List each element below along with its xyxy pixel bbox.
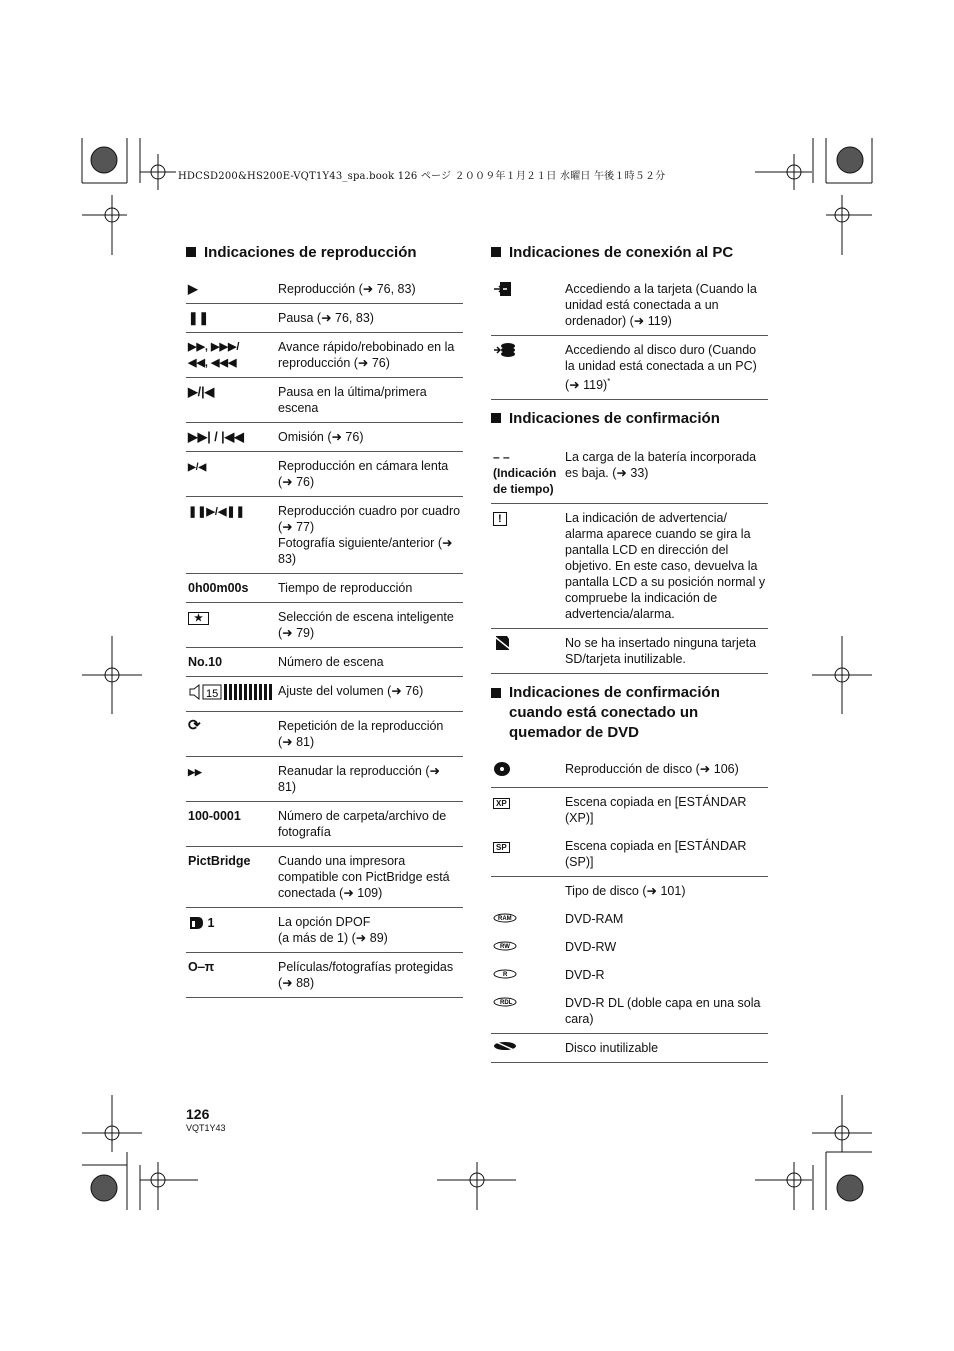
table-row — [491, 504, 768, 629]
pause-icon: ❚❚ — [186, 304, 276, 333]
row-text: Películas/fotografías protegidas (➜ 88) — [276, 953, 463, 998]
table-row — [186, 378, 463, 423]
svg-text:15: 15 — [206, 688, 219, 700]
scene-number: No.10 — [186, 648, 276, 677]
sp-icon: SP — [491, 832, 563, 877]
table-row — [186, 574, 463, 603]
row-text: La opción DPOF (a más de 1) (➜ 89) — [276, 908, 463, 953]
table-row — [186, 333, 463, 378]
disc-playback-icon — [491, 755, 563, 788]
play-icon: ▶ — [186, 275, 276, 304]
table-row — [491, 336, 768, 400]
table-row — [491, 788, 768, 833]
table-row — [491, 755, 768, 788]
row-text: Disco inutilizable — [563, 1034, 768, 1063]
row-text: Tipo de disco (➜ 101) — [565, 884, 686, 899]
table-row — [186, 497, 463, 574]
row-text: Reproducción (➜ 76, 83) — [276, 275, 463, 304]
dpof-print-icon — [188, 914, 204, 930]
row-text: Escena copiada en [ESTÁNDAR (XP)] — [565, 795, 747, 826]
section-title-text: Indicaciones de confirmación — [509, 410, 720, 428]
xp-icon: XP — [491, 788, 563, 833]
row-text: Reanudar la reproducción (➜ 81) — [276, 757, 463, 802]
playback-table — [186, 275, 463, 998]
row-text: No se ha insertado ninguna tarjeta SD/tarjeta inutilizable. — [563, 629, 768, 674]
row-text: Reproducción en cámara lenta (➜ 76) — [276, 452, 463, 497]
row-text: La indicación de advertencia/ alarma aparece cuando se gira la pantalla LCD en dirección del objetivo. En este caso, devuelva la pantalla LCD a su posición normal y compruebe la indicación de advertencia/alarma. — [563, 504, 768, 629]
card-access-icon — [491, 275, 563, 336]
row-text: Accediendo a la tarjeta (Cuando la unidad está conectada a un ordenador) (➜ 119) — [563, 275, 768, 336]
table-row — [186, 953, 463, 998]
dvd-r-icon — [491, 961, 563, 989]
table-row — [491, 933, 768, 961]
table-row — [491, 629, 768, 674]
table-row — [491, 275, 768, 336]
unusable-disc-icon — [491, 1034, 563, 1063]
table-row — [186, 275, 463, 304]
table-row — [491, 1034, 768, 1063]
row-text: Reproducción cuadro por cuadro (➜ 77) Fotografía siguiente/anterior (➜ 83) — [276, 497, 463, 574]
table-row — [186, 757, 463, 802]
no-card-icon — [491, 629, 563, 674]
row-text: Pausa en la última/primera escena — [276, 378, 463, 423]
row-text: Reproducción de disco (➜ 106) — [563, 755, 768, 788]
table-row — [186, 452, 463, 497]
frame-by-frame-icon: ❚❚▶/◀❚❚ — [186, 497, 276, 574]
section-title — [491, 683, 768, 743]
dpof-count: 1 — [207, 916, 215, 930]
fast-forward-rewind-icon: ▶▶, ▶▶▶/ ◀◀, ◀◀◀ — [186, 333, 276, 378]
row-text: Pausa (➜ 76, 83) — [276, 304, 463, 333]
row-text: Repetición de la reproducción (➜ 81) — [276, 712, 463, 757]
section-title-text: Indicaciones de confirmación cuando está conectado un quemador de DVD — [509, 684, 720, 742]
row-text: Tiempo de reproducción — [276, 574, 463, 603]
volume-icon — [186, 677, 276, 712]
section-title — [491, 243, 768, 263]
table-row — [491, 989, 768, 1034]
warning-icon: ! — [491, 504, 563, 629]
dvd-r-dl-icon — [491, 989, 563, 1034]
table-row — [186, 648, 463, 677]
smart-scene-icon: ★ — [186, 603, 276, 648]
dvd-table — [491, 755, 768, 1063]
row-text: Número de escena — [276, 648, 463, 677]
section-title-text: Indicaciones de reproducción — [204, 244, 417, 261]
page-number: 126 — [186, 1106, 210, 1122]
row-text: Ajuste del volumen (➜ 76) — [276, 677, 463, 712]
table-row — [186, 304, 463, 333]
key-icon: O‒π — [186, 953, 276, 998]
time-indication: – – (Indicación de tiempo) — [491, 443, 563, 504]
row-text: Selección de escena inteligente (➜ 79) — [276, 603, 463, 648]
table-row — [491, 877, 768, 906]
row-text: La carga de la batería incorporada es baja. (➜ 33) — [563, 443, 768, 504]
last-first-pause-icon: ▶/|◀ — [186, 378, 276, 423]
row-text: DVD-R — [565, 968, 605, 983]
table-row — [186, 603, 463, 648]
skip-icon: ▶▶| / |◀◀ — [186, 423, 276, 452]
folder-file-number: 100-0001 — [186, 802, 276, 847]
table-row — [186, 423, 463, 452]
table-row — [491, 443, 768, 504]
row-text: Avance rápido/rebobinado en la reproducción (➜ 76) — [276, 333, 463, 378]
row-text: Número de carpeta/archivo de fotografía — [276, 802, 463, 847]
row-text: Omisión (➜ 76) — [276, 423, 463, 452]
row-text: DVD-RAM — [565, 912, 624, 927]
svg-text:RDL: RDL — [500, 1000, 513, 1007]
section-title-text: Indicaciones de conexión al PC — [509, 244, 734, 261]
table-row — [491, 905, 768, 933]
row-text: Escena copiada en [ESTÁNDAR (SP)] — [563, 832, 768, 877]
row-text: DVD-R DL (doble capa en una sola cara) — [563, 989, 768, 1034]
time-code: 0h00m00s — [186, 574, 276, 603]
playback-section — [186, 243, 463, 998]
dpof-icon — [186, 908, 276, 953]
table-row — [491, 832, 768, 877]
row-text: Cuando una impresora compatible con PictBridge está conectada (➜ 109) — [276, 847, 463, 908]
pc-table — [491, 275, 768, 400]
dvd-rw-icon — [491, 933, 563, 961]
row-text: DVD-RW — [565, 940, 617, 955]
blank-cell — [491, 877, 563, 906]
table-row — [186, 908, 463, 953]
model-code: VQT1Y43 — [186, 1123, 226, 1133]
repeat-icon: ⟳ — [186, 712, 276, 757]
right-column — [491, 243, 768, 1063]
footnote-mark: * — [607, 377, 611, 386]
slow-motion-icon: ▶/◀ — [186, 452, 276, 497]
svg-text:RAM: RAM — [498, 916, 512, 923]
section-title — [186, 243, 463, 263]
table-row — [186, 847, 463, 908]
resume-icon: ▶▶ — [186, 757, 276, 802]
svg-text:RW: RW — [500, 944, 510, 951]
table-row — [491, 961, 768, 989]
row-text: Accediendo al disco duro (Cuando la unidad está conectada a un PC) (➜ 119) — [565, 343, 757, 393]
volume-bar-icon — [188, 683, 274, 701]
section-title — [491, 409, 768, 429]
confirm-table — [491, 443, 768, 674]
table-row — [186, 802, 463, 847]
svg-text:R: R — [503, 972, 508, 979]
dvd-ram-icon — [491, 905, 563, 933]
pictbridge-label: PictBridge — [186, 847, 276, 908]
hdd-access-icon — [491, 336, 563, 400]
table-row — [186, 712, 463, 757]
print-header: HDCSD200&HS200E-VQT1Y43_spa.book 126 ページ ２００９年１月２１日 水曜日 午後１時５２分 — [178, 171, 666, 182]
table-row — [186, 677, 463, 712]
